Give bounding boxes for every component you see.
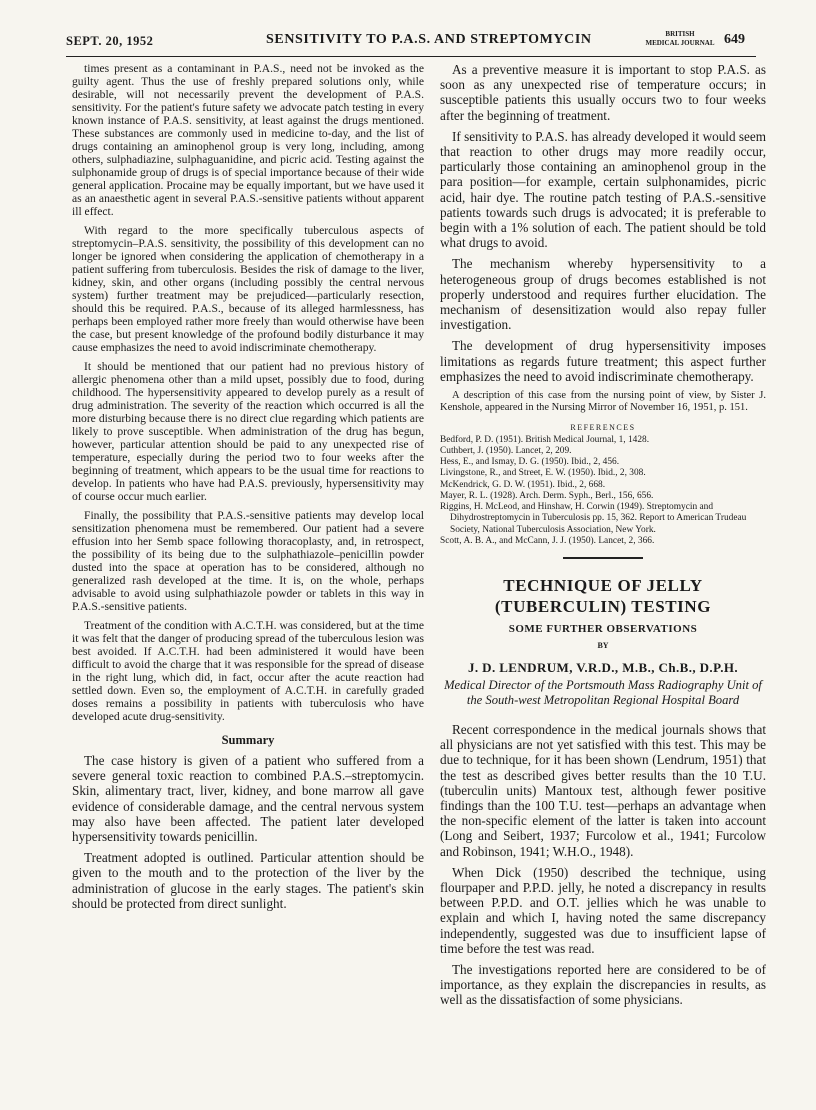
body-paragraph: times present as a contaminant in P.A.S., need not be invoked as the guilty agent. Thus the use of freshly prepared solutions only, while desirable, will not necessarily prevent the development of P.A.S. sensitivity. For the patient's future safety we advocate patch testing in every known instance of P.A.S. sensitivity, at least against the drugs mentioned. These substances are commonly used in medicine to-day, and the list of drugs containing an aminophenol group is very long, including, among others, sulphadiazine, sulphaguanidine, and picric acid. Testing against the sulphonamide group of drugs is of special importance because of their wide general application. Procaine may be equally important, but we have used it as an anaesthetic agent in several P.A.S.-sensitive patients without apparent ill effect. xyxy=(72,62,424,218)
article-paragraph: When Dick (1950) described the technique, using flourpaper and P.P.D. jelly, he noted a discrepancy in results between P.P.D. and O.T. jellies which he was unable to explain and which I, having noted the same discrepancy independently, suggested was due to insufficient lapse of time before the test was read. xyxy=(440,864,766,956)
running-title: SENSITIVITY TO P.A.S. AND STREPTOMYCIN xyxy=(266,32,592,47)
references-heading: REFERENCES xyxy=(570,422,636,432)
reference-item: Livingstone, R., and Street, E. W. (1950). Ibid., 2, 308. xyxy=(440,468,646,479)
nursing-note: A description of this case from the nursing point of view, by Sister J. Kenshole, appeared in the Nursing Mirror of November 16, 1951, p. 151. xyxy=(440,390,766,414)
left-column xyxy=(72,62,424,917)
byline-label: BY xyxy=(597,640,609,650)
issue-date: SEPT. 20, 1952 xyxy=(66,34,154,48)
journal-name xyxy=(640,30,720,48)
summary-paragraph: The case history is given of a patient who suffered from a severe general toxic reaction to combined P.A.S.–streptomycin. Skin, alimentary tract, liver, kidney, and bone marrow all gave evidence of considerable damage, and the central nervous system may also have been affected. The patient later developed hypersensitivity towards penicillin. xyxy=(72,753,424,845)
body-paragraph: As a preventive measure it is important to stop P.A.S. as soon as any unexpected rise of temperature occurs; in susceptible patients this usually occurs two to four weeks after the beginning of treatment. xyxy=(440,62,766,123)
body-paragraph: The mechanism whereby hypersensitivity to a heterogeneous group of drugs becomes established is not properly understood and requires further elucidation. The mechanism of desensitization would also repay fuller investigation. xyxy=(440,256,766,333)
summary-paragraph: Treatment adopted is outlined. Particular attention should be given to the mouth and to the protection of the liver by the administration of glucose in the early stages. The patient's skin should be protected from direct sunlight. xyxy=(72,850,424,911)
reference-item: Cuthbert, J. (1950). Lancet, 2, 209. xyxy=(440,446,572,457)
journal-name-line2: MEDICAL JOURNAL xyxy=(645,39,715,47)
summary-heading: Summary xyxy=(221,733,275,747)
reference-item: Riggins, H. McLeod, and Hinshaw, H. Corwin (1949). Streptomycin and Dihydrostreptomycin in Tuberculosis pp. 15, 362. Report to American Trudeau Society, National Tuberculosis Association, New York. xyxy=(440,502,747,535)
right-column xyxy=(440,62,766,1014)
author-affiliation: Medical Director of the Portsmouth Mass Radiography Unit of the South-west Metropolitan Regional Hospital Board xyxy=(444,677,762,707)
reference-item: Scott, A. B. A., and McCann, J. J. (1950). Lancet, 2, 366. xyxy=(440,535,655,546)
body-paragraph: Treatment of the condition with A.C.T.H. was considered, but at the time it was felt that the danger of producing spread of the tuberculous lesion was best avoided. If A.C.T.H. had been administered it would have been difficult to avoid the charge that it was responsible for the spread of disease in the right lung, which did, in fact, occur after the acute reaction had settled down. Even so, the employment of A.C.T.H. in carefully graded doses remains a possibility in patients with tuberculosis who have developed acute drug-sensitivity. xyxy=(72,619,424,723)
body-paragraph: It should be mentioned that our patient had no previous history of allergic phenomena other than a mild upset, possibly due to food, during childhood. The hypersensitivity appeared to develop purely as a result of drug administration. The severity of the reaction which occurred is all the more disturbing because there is no direct clue regarding which patients are likely to prove susceptible. When administration of the drug has begun, however, particular attention should be paid to any unexpected rise of temperature, especially during the period two to four weeks after the beginning of treatment, which appears to be the usual time for reactions to develop. In patients who have had P.A.S. previously, hypersensitivity may of course occur much earlier. xyxy=(72,360,424,503)
author-name: J. D. LENDRUM, V.R.D., M.B., Ch.B., D.P.H. xyxy=(467,659,739,675)
article-paragraph: Recent correspondence in the medical journals shows that all physicians are not yet satisfied with this test. This may be due to technique, for it has been shown (Lendrum, 1951) that the test as described gives better results than the 10 T.U. (tuberculin units) Mantoux test, although fewer positive findings than the 100 T.U. test—perhaps an advantage when the non-specific element of the latter is taken into account (Long and Seibert, 1937; Furcolow et al., 1941; Furcolow and Robinson, 1941; W.H.O., 1948). xyxy=(440,721,766,859)
reference-item: Hess, E., and Ismay, D. G. (1950). Ibid., 2, 456. xyxy=(440,457,620,468)
page-number: 649 xyxy=(724,32,745,47)
reference-item: McKendrick, G. D. W. (1951). Ibid., 2, 668. xyxy=(440,479,606,490)
body-paragraph: The development of drug hypersensitivity imposes limitations as regards future treatment; this aspect further emphasizes the need to avoid indiscriminate chemotherapy. xyxy=(440,338,766,384)
body-paragraph: Finally, the possibility that P.A.S.-sensitive patients may develop local sensitization phenomena must be remembered. Our patient had a severe effusion into her Semb space following thoracoplasty, and, in retrospect, the possibility of its being due to the sulphathiazole–penicillin powder dusted into the space at operation has to be considered, although no generalized rash developed at the time. It is, on the whole, perhaps advisable to avoid using sulphathiazole powder or tablets in this way in P.A.S.-sensitive patients. xyxy=(72,509,424,613)
reference-item: Bedford, P. D. (1951). British Medical Journal, 1, 1428. xyxy=(440,434,650,445)
reference-list xyxy=(440,435,766,547)
section-divider xyxy=(563,557,643,559)
article-paragraph: The investigations reported here are considered to be of importance, as they explain the discrepancies in results, as well as the dissatisfaction of some physicians. xyxy=(440,961,766,1008)
page-header xyxy=(66,28,756,57)
article-title: TECHNIQUE OF JELLY (TUBERCULIN) TESTING xyxy=(494,575,712,616)
body-paragraph: With regard to the more specifically tuberculous aspects of streptomycin–P.A.S. sensitivity, the possibility of this development can no longer be ignored when considering the application of chemotherapy in a patient suffering from tuberculosis. Besides the risk of damage to the liver, kidney, skin, and other organs (including possibly the central nervous system) further treatment may be prejudiced—particularly resection, should this be required. P.A.S., because of its alleged harmlessness, has perhaps been employed rather more freely than would otherwise have been the case, but present knowledge of the profound bodily disturbance it may cause emphasizes the need to avoid indiscriminate chemotherapy. xyxy=(72,224,424,354)
journal-name-line1: BRITISH xyxy=(665,30,695,38)
reference-item: Mayer, R. L. (1928). Arch. Derm. Syph., Berl., 156, 656. xyxy=(440,490,654,501)
body-paragraph: If sensitivity to P.A.S. has already developed it would seem that reaction to other drugs may more readily occur, particularly those containing an aminophenol group in the para position—for example, certain sulphonamides, picric acid, hair dye. The routine patch testing of P.A.S.-sensitive patients towards such drugs is advocated; it is preferable to begin with a 1% solution of each. The patient should be told what drugs to avoid. xyxy=(440,128,766,251)
article-subtitle: SOME FURTHER OBSERVATIONS xyxy=(508,622,698,635)
